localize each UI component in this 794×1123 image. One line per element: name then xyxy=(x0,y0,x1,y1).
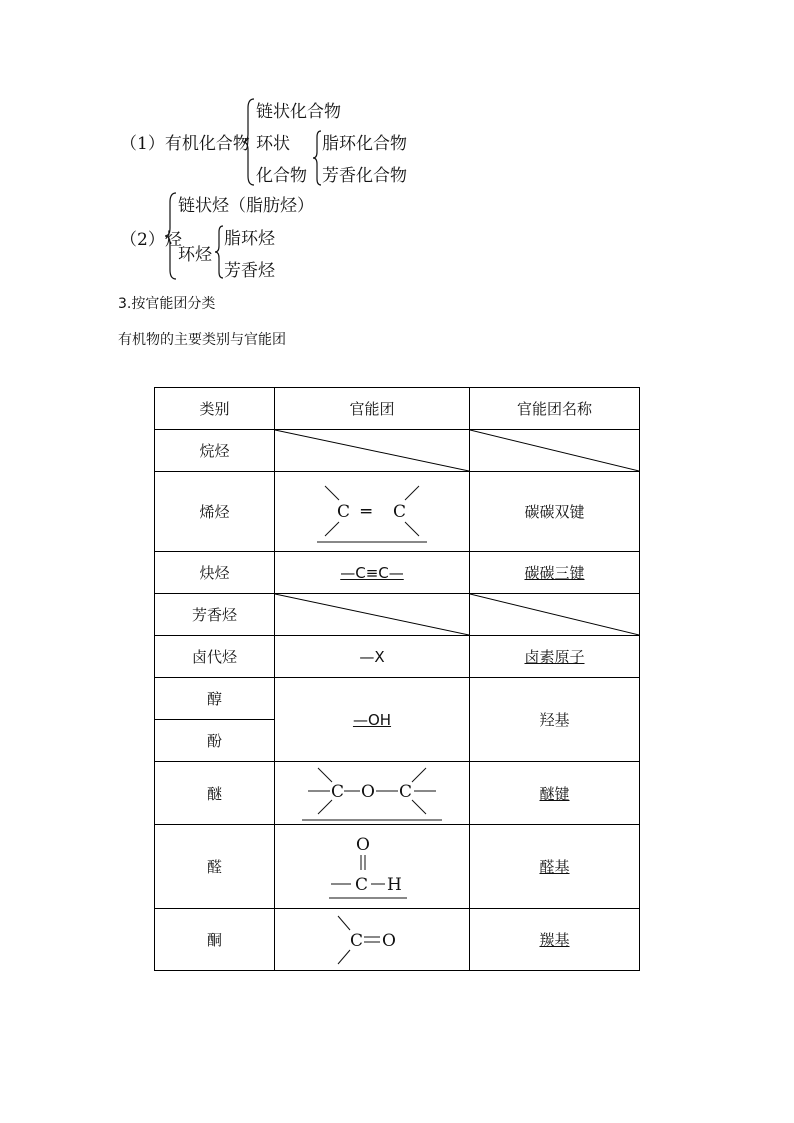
empty-cell-diagonal xyxy=(275,430,470,472)
hydrocarbon-alicyclic: 脂环烃 xyxy=(224,229,275,249)
table-row xyxy=(155,472,640,552)
organic-label: （1）有机化合物 xyxy=(120,134,250,154)
empty-cell-diagonal xyxy=(470,430,640,472)
header-category: 类别 xyxy=(155,388,275,430)
name-alkene: 碳碳双键 xyxy=(470,472,640,552)
category-halide: 卤代烃 xyxy=(155,636,275,678)
name-alkyne: 碳碳三键 xyxy=(470,552,640,594)
organic-ring-brace xyxy=(312,130,322,186)
hydrocarbon-ring-brace xyxy=(214,225,224,279)
hydrocarbon-aromatic: 芳香烃 xyxy=(224,261,275,281)
organic-brace xyxy=(242,98,256,186)
hydrocarbon-ring: 环烃 xyxy=(178,245,212,265)
header-group-name: 官能团名称 xyxy=(470,388,640,430)
section-subheading: 有机物的主要类别与官能团 xyxy=(118,332,286,348)
organic-ring-b: 化合物 xyxy=(256,166,307,186)
alkene-c1: C xyxy=(337,501,351,522)
table-row xyxy=(155,594,640,636)
organic-ring-a: 环状 xyxy=(256,134,290,154)
name-halide: 卤素原子 xyxy=(470,636,640,678)
table-row xyxy=(155,552,640,594)
category-ether: 醚 xyxy=(155,762,275,825)
formula-aldehyde xyxy=(275,825,470,909)
category-phenol: 酚 xyxy=(155,720,275,762)
hydrocarbon-label: （2）烃 xyxy=(120,230,182,250)
aldehyde-group-structure xyxy=(327,832,417,902)
category-alkane: 烷烃 xyxy=(155,430,275,472)
ketone-c: C xyxy=(350,930,364,951)
alkene-double-bond: ═ xyxy=(361,501,372,522)
ether-c2: C xyxy=(399,782,413,802)
aldehyde-o: O xyxy=(356,834,370,855)
ether-bond-structure xyxy=(302,764,442,822)
hydrocarbon-brace xyxy=(164,192,178,280)
aldehyde-c: C xyxy=(355,874,369,895)
category-aldehyde: 醛 xyxy=(155,825,275,909)
table-row xyxy=(155,430,640,472)
section-heading: 3.按官能团分类 xyxy=(118,296,216,312)
table-row xyxy=(155,825,640,909)
category-alkyne: 炔烃 xyxy=(155,552,275,594)
ether-c1: C xyxy=(331,782,345,802)
table-row xyxy=(155,909,640,971)
hydrocarbon-chain: 链状烃（脂肪烃） xyxy=(178,196,314,216)
organic-chain: 链状化合物 xyxy=(256,102,341,122)
aldehyde-h: H xyxy=(387,874,402,895)
table-header-row xyxy=(155,388,640,430)
formula-alkene xyxy=(275,472,470,552)
carbon-double-bond-structure xyxy=(317,480,427,544)
name-ether: 醚键 xyxy=(470,762,640,825)
formula-hydroxyl: —OH xyxy=(275,678,470,762)
name-ketone: 羰基 xyxy=(470,909,640,971)
category-alkene: 烯烃 xyxy=(155,472,275,552)
organic-aromatic: 芳香化合物 xyxy=(322,166,407,186)
formula-ether xyxy=(275,762,470,825)
organic-alicyclic: 脂环化合物 xyxy=(322,134,407,154)
name-hydroxyl: 羟基 xyxy=(470,678,640,762)
empty-cell-diagonal xyxy=(470,594,640,636)
formula-halide: —X xyxy=(275,636,470,678)
table-row xyxy=(155,678,640,720)
table-row xyxy=(155,636,640,678)
empty-cell-diagonal xyxy=(275,594,470,636)
formula-alkyne: —C≡C— xyxy=(275,552,470,594)
name-aldehyde: 醛基 xyxy=(470,825,640,909)
alkene-c2: C xyxy=(393,501,407,522)
ether-o: O xyxy=(361,782,375,802)
header-functional-group: 官能团 xyxy=(275,388,470,430)
table-row xyxy=(155,762,640,825)
carbonyl-group-structure xyxy=(332,912,412,968)
category-alcohol: 醇 xyxy=(155,678,275,720)
category-ketone: 酮 xyxy=(155,909,275,971)
category-aromatic: 芳香烃 xyxy=(155,594,275,636)
functional-group-table xyxy=(154,387,640,971)
ketone-o: O xyxy=(382,930,396,951)
formula-ketone xyxy=(275,909,470,971)
